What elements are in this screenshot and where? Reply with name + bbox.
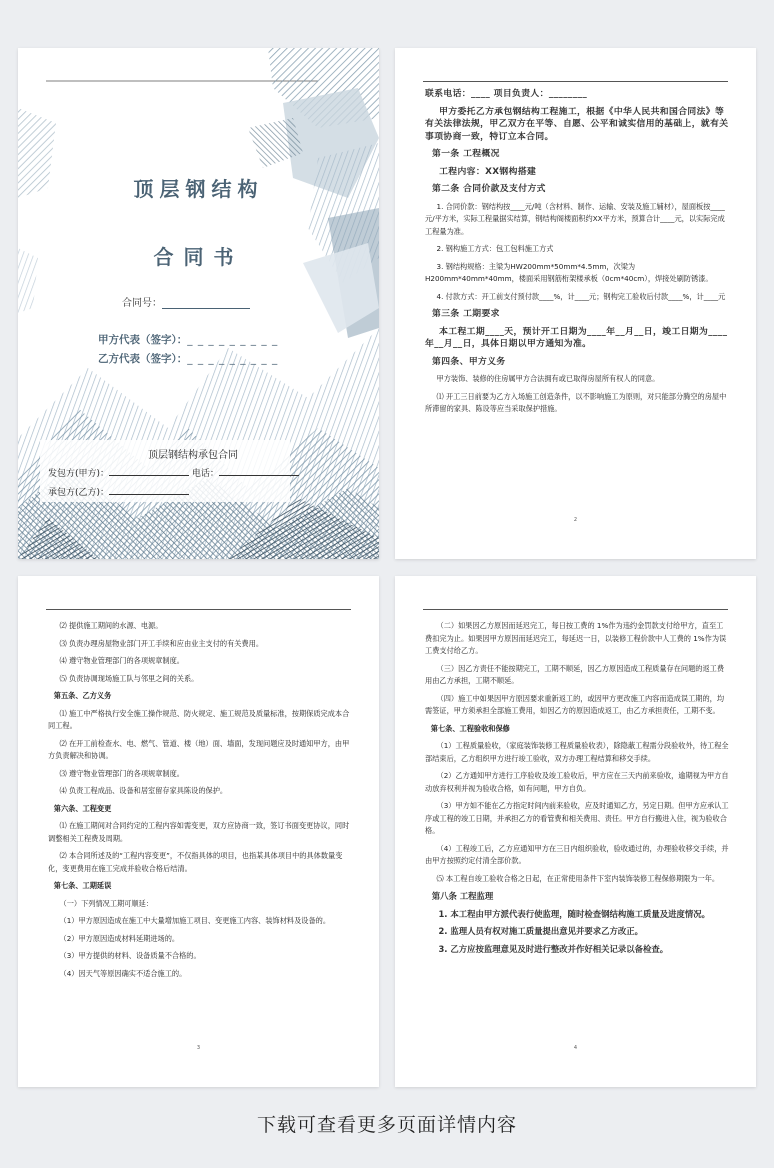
- paragraph: 2. 监理人员有权对施工质量提出意见并要求乙方改正。: [438, 926, 643, 936]
- page-header-rule: [423, 81, 728, 82]
- paragraph: （3）甲方提供的材料、设备质量不合格的。: [59, 951, 201, 960]
- party-b-rep-label: 乙方代表（签字）：: [98, 353, 188, 365]
- paragraph: ⑴ 在施工期间对合同约定的工程内容如需变更，双方应协商一致，签订书面变更协议，同时调整相关工程费及周期。: [48, 821, 350, 843]
- section-heading: 第七条、工期延误: [53, 881, 112, 890]
- cover-page: [18, 48, 379, 559]
- party-a-rep-label: 甲方代表（签字）：: [98, 334, 188, 346]
- page-4-body: [425, 620, 730, 960]
- contract-number-field: [122, 294, 250, 309]
- paragraph: ⑸ 本工程自竣工验收合格之日起，在正常使用条件下室内装饰装修工程保修期限为一年。: [436, 873, 720, 883]
- party-a-rep-blank: _ _ _ _ _ _ _ _ _: [187, 334, 279, 346]
- contract-number-line: [162, 298, 250, 309]
- paragraph: 本工程工期____天，预计开工日期为____年__月__日，竣工日期为____年__月__日，具体日期以甲方通知为准。: [425, 326, 728, 349]
- paragraph: （二）如果因乙方原因而延迟完工，每日按工费的 1%作为违约金罚款支付给甲方，直至工费扣完为止。如果因甲方原因而延迟完工，每延迟一日，以装修工程价款中人工费的 1%作为误工费支付给乙方。: [425, 621, 727, 655]
- page-number: 2: [573, 517, 578, 523]
- contract-page-4: [395, 576, 756, 1087]
- cover-subtitle: 合同书: [153, 245, 244, 269]
- paragraph: （1）工程质量验收，（家庭装饰装修工程质量验收表），除隐蔽工程需分段验收外，待工程全部结束后，乙方组织甲方进行竣工验收，双方办理工程结算和移交手续。: [425, 741, 729, 763]
- lower-phone-line: [219, 467, 299, 476]
- paragraph: （2）乙方通知甲方进行工序验收及竣工验收后，甲方应在三天内前来验收，逾期视为甲方自动放弃权利并视为验收合格，如有问题，甲方自负。: [425, 771, 729, 793]
- paragraph: ⑸ 负责协调现场施工队与邻里之间的关系。: [59, 673, 199, 683]
- paragraph: ⑴ 开工三日前要为乙方入场施工创造条件，以不影响施工为原则，对只能部分腾空的房屋中所滞留的家具、陈设等应当采取保护措施。: [425, 391, 727, 413]
- contract-number-label: 合同号：: [122, 298, 162, 309]
- paragraph: ⑵ 本合同所述及的“工程内容变更”，不仅指具体的项目，也指某具体项目中的具体数量变化，变更费用在施工完成并验收合格后结清。: [48, 851, 343, 873]
- paragraph: （四）施工中如果因甲方原因要求重新返工的，或因甲方更改施工内容而造成误工期的，均需签证，甲方须承担全部施工费用，如因乙方的原因造成返工，由乙方承担责任，工期不变。: [425, 693, 725, 715]
- page-3-body: [48, 620, 353, 985]
- paragraph: 甲方委托乙方承包钢结构工程施工，根据《中华人民共和国合同法》等有关法律法规，甲乙双方在平等、自愿、公平和诚实信用的基础上，就有关事项协商一致，特订立本合同。: [425, 106, 729, 142]
- section-heading: 第一条 工程概况: [432, 149, 500, 159]
- paragraph: ⑷ 负责工程成品、设备和居室留存家具陈设的保护。: [59, 786, 228, 795]
- section-heading: 第三条 工期要求: [432, 309, 500, 319]
- paragraph: （三）因乙方责任不能按期完工，工期不顺延，因乙方原因造成工程质量存在问题的返工费用由乙方承担，工期不顺延。: [425, 663, 725, 685]
- lower-party-a-line: [109, 467, 189, 476]
- lower-party-a-label: 发包方(甲方)：: [48, 469, 110, 479]
- lower-party-b-label: 承包方(乙方)：: [48, 488, 110, 498]
- page-header-rule: [46, 609, 351, 610]
- section-heading: 第五条、乙方义务: [53, 691, 112, 700]
- page-2-body: [425, 88, 730, 421]
- paragraph: 2. 钢构施工方式：包工包料施工方式: [436, 244, 554, 253]
- paragraph: ⑴ 施工中严格执行安全施工操作规范、防火规定、施工规范及质量标准，按期保质完成本合同工程。: [48, 708, 350, 730]
- lower-party-b-line: [109, 486, 189, 495]
- party-b-rep-blank: _ _ _ _ _ _ _ _ _: [187, 353, 279, 365]
- section-heading: 第二条 合同价款及支付方式: [432, 184, 546, 194]
- section-heading: 第四条、甲方义务: [432, 356, 506, 367]
- paragraph: 3. 钢结构规格：主梁为HW200mm*50mm*4.5mm，次梁为 H200mm*40mm*40mm，楼面采用钢筋桁架楼承板（0cm*40cm），焊接处刷防锈漆。: [425, 261, 713, 283]
- paragraph: 1. 合同价款：钢结构按____元/吨（含材料、制作、运输、安装及施工辅材），屋面板按____元/平方米，实际工程量据实结算，钢结构阁楼面积约XX平方米，预算合计____元，以实际完成工程量为准。: [425, 201, 725, 236]
- paragraph: （4）工程竣工后，乙方应通知甲方在三日内组织验收，验收通过的，办理验收移交手续，并由甲方按照约定付清全部价款。: [425, 843, 729, 865]
- paragraph: （一）下列情况工期可顺延：: [59, 898, 153, 908]
- cover-lower-title: 顶层钢结构承包合同: [148, 450, 238, 461]
- paragraph: （3）甲方如不能在乙方指定时间内前来验收，应及时通知乙方，另定日期。但甲方应承认工序或工程的竣工日期，并承担乙方的看管费和相关费用、责任。甲方自行搬进入住，视为验收合格。: [425, 801, 729, 835]
- paragraph: 甲方装饰、装修的住房属甲方合法拥有或已取得房屋所有权人的同意。: [436, 374, 660, 383]
- page-header-rule: [423, 609, 728, 610]
- page-number: 4: [573, 1045, 578, 1051]
- paragraph: ⑵ 提供施工期间的水源、电源。: [59, 621, 163, 630]
- paragraph: 联系电话：____ 项目负责人：________: [425, 89, 588, 99]
- paragraph: 4. 付款方式：开工前支付预付款____%，计____元；钢构完工验收后付款____%，计____元: [436, 291, 726, 301]
- page-number: 3: [196, 1045, 201, 1051]
- paragraph: （1）甲方原因造成在施工中大量增加施工项目、变更施工内容、装饰材料及设备的。: [59, 916, 331, 925]
- contract-page-3: [18, 576, 379, 1087]
- download-more-notice: 下载可查看更多页面详情内容: [256, 1114, 517, 1136]
- paragraph: 1. 本工程由甲方派代表行使监理，随时检查钢结构施工质量及进度情况。: [438, 908, 710, 919]
- section-heading: 第六条、工程变更: [53, 803, 112, 813]
- paragraph: ⑵ 在开工前检查水、电、燃气、管道、楼（地）面、墙面，发现问题应及时通知甲方，由甲方负责解决和协调。: [48, 738, 350, 760]
- cover-lower-party-b: [48, 485, 189, 498]
- paragraph: ⑶ 遵守物业管理部门的各项规章制度。: [59, 768, 184, 778]
- lower-phone-label: 电话：: [191, 469, 219, 479]
- party-b-rep-field: [98, 351, 278, 366]
- section-heading: 第八条 工程监理: [431, 891, 494, 901]
- cover-title: 顶层钢结构: [133, 177, 264, 201]
- paragraph: （2）甲方原因造成材料延期进场的。: [59, 933, 180, 943]
- paragraph: 3. 乙方应按监理意见及时进行整改并作好相关记录以备检查。: [438, 943, 669, 954]
- party-a-rep-field: [98, 332, 278, 347]
- paragraph: ⑷ 遵守物业管理部门的各项规章制度。: [59, 656, 184, 665]
- section-heading: 第七条、工程验收和保修: [430, 723, 510, 733]
- cover-lower-party-a: [48, 466, 299, 479]
- paragraph: （4）因天气等原因确实不适合施工的。: [59, 968, 187, 978]
- paragraph: ⑶ 负责办理房屋物业部门开工手续和应由业主支付的有关费用。: [59, 638, 264, 648]
- contract-page-2: [395, 48, 756, 559]
- paragraph: 工程内容：XX钢构搭建: [439, 166, 537, 177]
